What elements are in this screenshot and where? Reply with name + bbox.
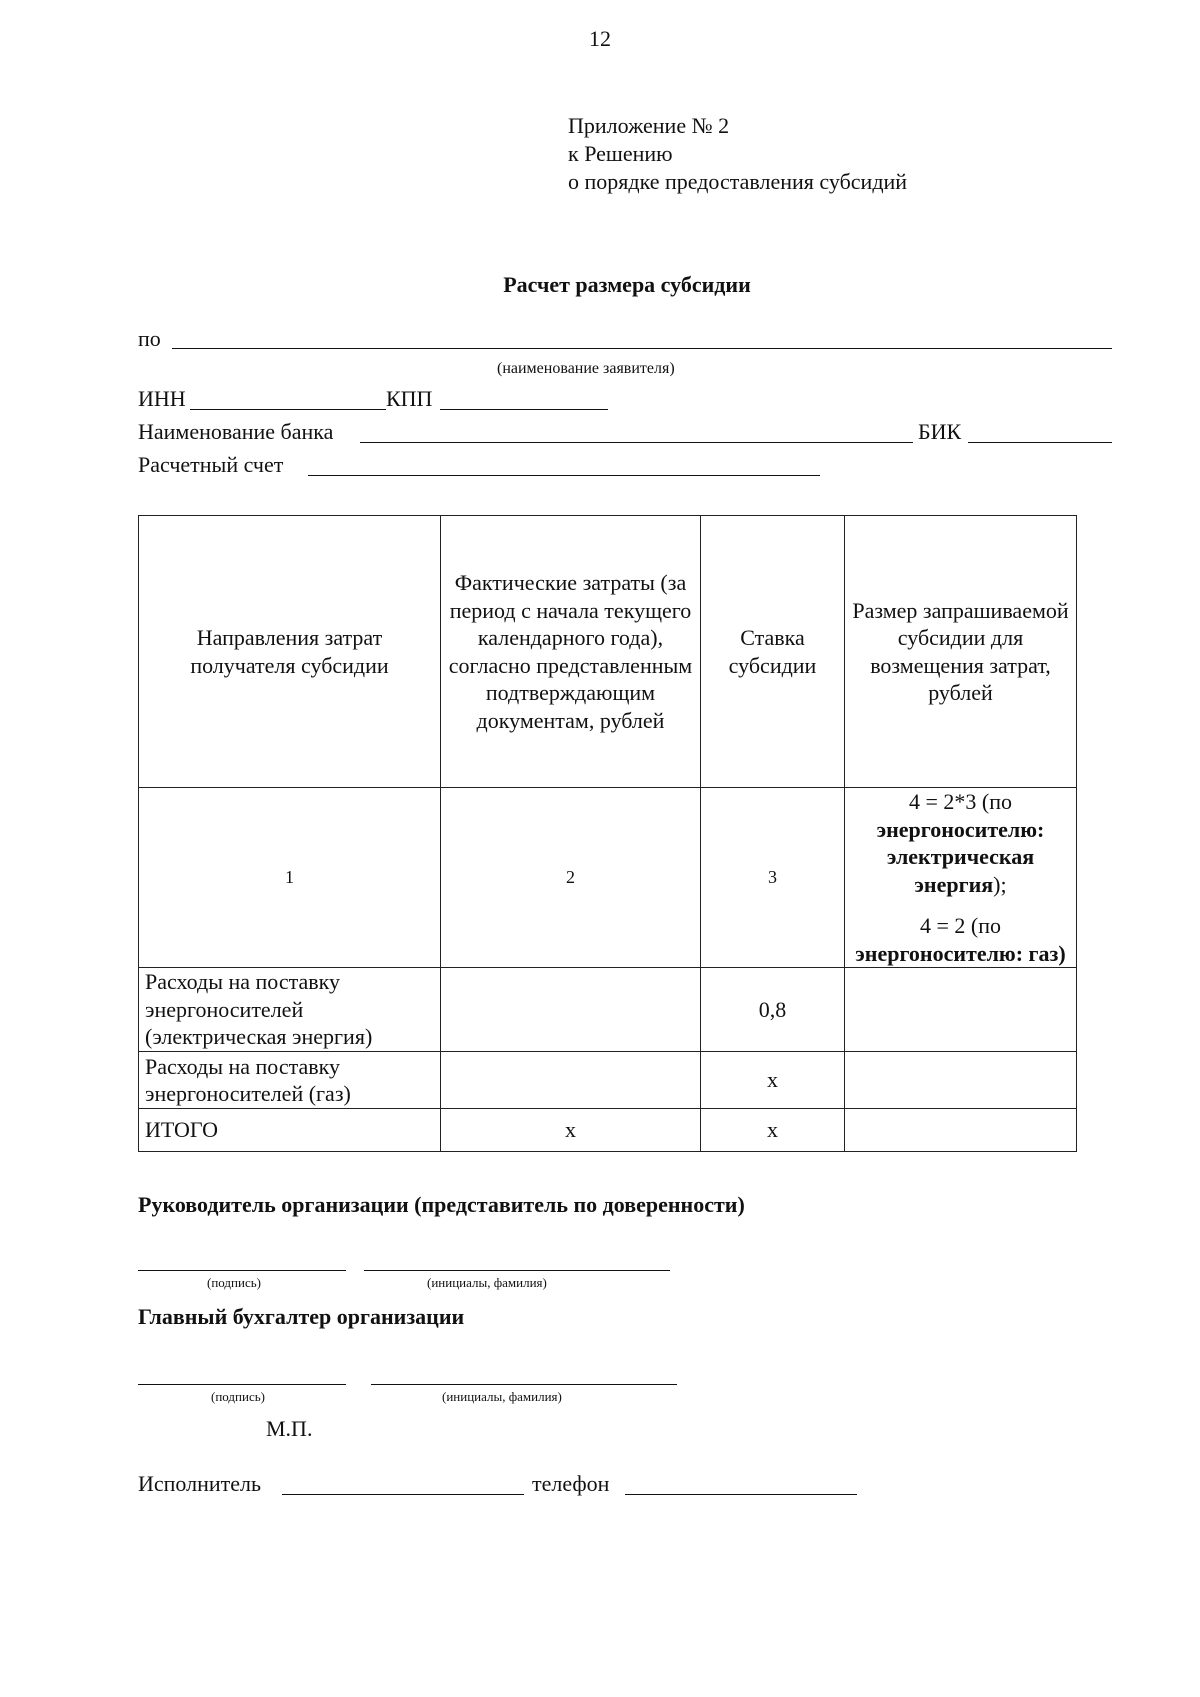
row-2-amount[interactable] [845, 1052, 1077, 1109]
row-2-rate: x [701, 1052, 845, 1109]
row-total-cost: x [441, 1109, 701, 1152]
row-total-rate: x [701, 1109, 845, 1152]
head-signature-field[interactable] [138, 1270, 346, 1271]
row-2-cost[interactable] [441, 1052, 701, 1109]
appendix-line-2: к Решению [568, 141, 673, 166]
header-actual-costs: Фактические затраты (за период с начала текущего календарного года), согласно представленным подтверждающим документам, рублей [441, 516, 701, 788]
phone-label: телефон [532, 1471, 610, 1496]
row-1-cost[interactable] [441, 968, 701, 1052]
formula-1-bold: энергоносителю: электрическая энергия [876, 816, 1045, 897]
row-total-amount[interactable] [845, 1109, 1077, 1152]
seal-label: М.П. [266, 1416, 313, 1441]
row-total-name: ИТОГО [139, 1109, 441, 1152]
subsidy-calculation-table [138, 515, 1077, 1152]
document-title: Расчет размера субсидии [503, 272, 751, 297]
accountant-name-caption: (инициалы, фамилия) [442, 1389, 562, 1404]
appendix-line-1: Приложение № 2 [568, 113, 730, 138]
head-name-field[interactable] [364, 1270, 670, 1271]
inn-label: ИНН [138, 386, 186, 411]
table-row [139, 1052, 1077, 1109]
bank-label: Наименование банка [138, 419, 334, 444]
applicant-caption: (наименование заявителя) [497, 360, 675, 377]
page-number: 12 [589, 26, 611, 51]
column-number-3: 3 [701, 788, 845, 968]
row-1-name: Расходы на поставку энергоносителей (электрическая энергия) [139, 968, 441, 1052]
row-1-rate: 0,8 [701, 968, 845, 1052]
bank-name-field[interactable] [360, 442, 913, 443]
table-row-total [139, 1109, 1077, 1152]
accountant-signature-caption: (подпись) [211, 1389, 265, 1404]
formula-1-suffix: ); [993, 871, 1007, 897]
head-signature-title: Руководитель организации (представитель по доверенности) [138, 1192, 745, 1217]
formula-2-prefix: 4 = 2 (по [919, 913, 1001, 938]
header-subsidy-rate: Ставка субсидии [701, 516, 845, 788]
executor-label: Исполнитель [138, 1471, 262, 1496]
accountant-signature-title: Главный бухгалтер организации [138, 1304, 465, 1329]
bik-field[interactable] [968, 442, 1112, 443]
column-4-formula [845, 788, 1077, 968]
accountant-name-field[interactable] [371, 1384, 677, 1385]
header-cost-direction: Направления затрат получателя субсидии [139, 516, 441, 788]
column-number-1: 1 [139, 788, 441, 968]
table-header-row [139, 516, 1077, 788]
kpp-field[interactable] [440, 409, 608, 410]
kpp-label: КПП [386, 386, 433, 411]
row-2-name: Расходы на поставку энергоносителей (газ) [139, 1052, 441, 1109]
formula-2-bold: энергоносителю: газ) [855, 940, 1066, 966]
po-label: по [138, 326, 161, 351]
accountant-signature-field[interactable] [138, 1384, 346, 1385]
phone-field[interactable] [625, 1494, 857, 1495]
table-row [139, 968, 1077, 1052]
formula-1-prefix: 4 = 2*3 (по [908, 789, 1012, 814]
appendix-line-3: о порядке предоставления субсидий [568, 169, 908, 194]
bik-label: БИК [918, 419, 962, 444]
column-number-2: 2 [441, 788, 701, 968]
executor-field[interactable] [282, 1494, 524, 1495]
applicant-name-field[interactable] [172, 348, 1112, 349]
head-name-caption: (инициалы, фамилия) [427, 1275, 547, 1290]
inn-field[interactable] [190, 409, 386, 410]
account-label: Расчетный счет [138, 452, 284, 477]
table-number-row [139, 788, 1077, 968]
head-signature-caption: (подпись) [207, 1275, 261, 1290]
row-1-amount[interactable] [845, 968, 1077, 1052]
account-field[interactable] [308, 475, 820, 476]
appendix-note [568, 112, 907, 196]
header-requested-amount: Размер запрашиваемой субсидии для возмещения затрат, рублей [845, 516, 1077, 788]
